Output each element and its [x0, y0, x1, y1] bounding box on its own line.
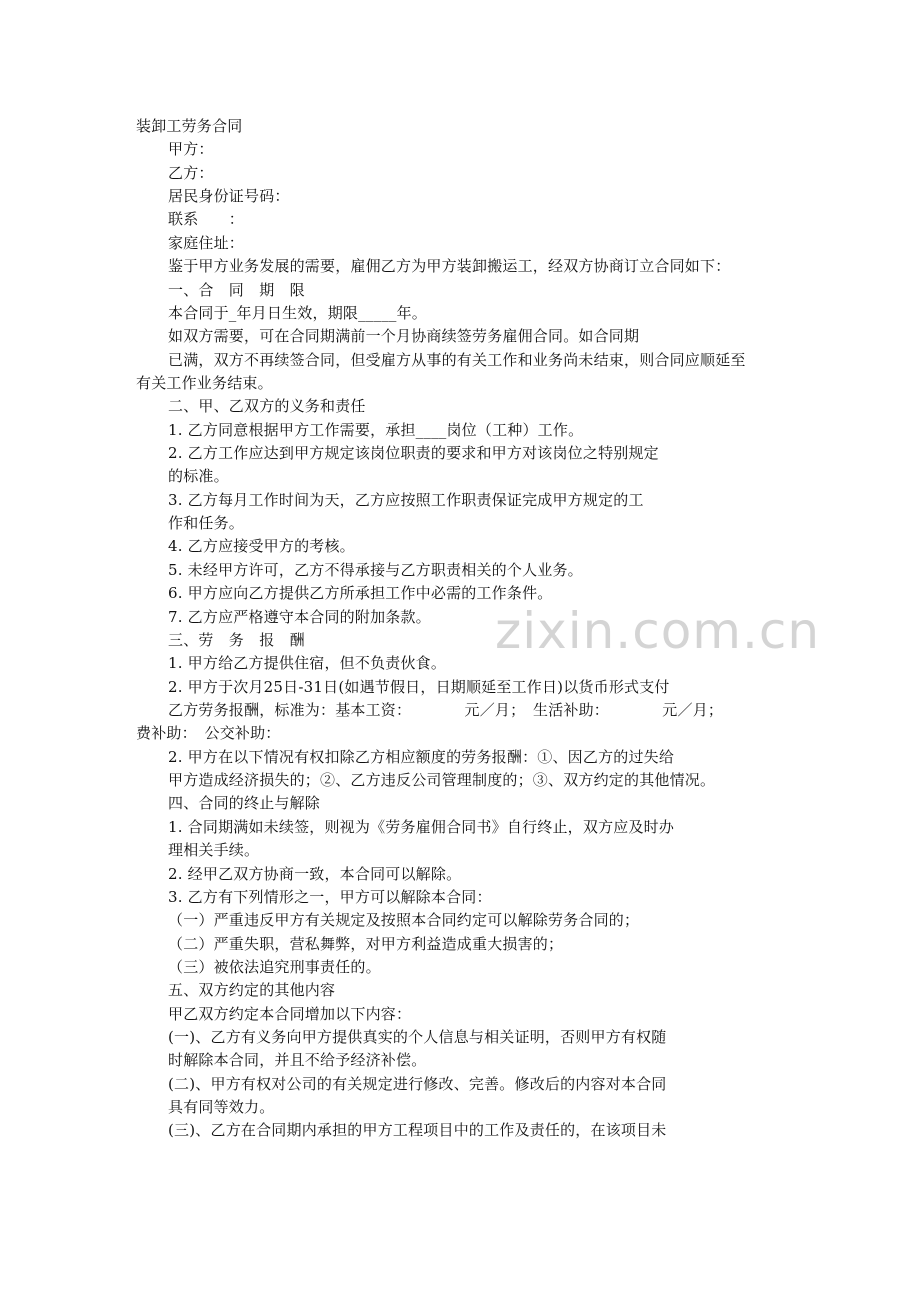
text-line: 甲乙双方约定本合同增加以下内容：	[168, 1005, 412, 1023]
text-line: 具有同等效力。	[168, 1098, 275, 1116]
text-line: 2. 经甲乙双方协商一致，本合同可以解除。	[168, 865, 462, 883]
text-line: 2. 甲方在以下情况有权扣除乙方相应额度的劳务报酬：①、因乙方的过失给	[168, 748, 675, 766]
text-line: 理相关手续。	[168, 841, 260, 859]
text-line: 甲方：	[168, 140, 214, 158]
text-line: 2. 乙方工作应达到甲方规定该岗位职责的要求和甲方对该岗位之特别规定	[168, 444, 659, 462]
text-line: 乙方：	[168, 164, 214, 182]
text-line: 家庭住址：	[168, 234, 245, 252]
text-line: 如双方需要，可在合同期满前一个月协商续签劳务雇佣合同。如合同期	[168, 327, 640, 345]
text-line: 1. 甲方给乙方提供住宿，但不负责伙食。	[168, 654, 447, 672]
text-line: （二）严重失职，营私舞弊，对甲方利益造成重大损害的；	[168, 935, 564, 953]
text-line: 1. 合同期满如未续签，则视为《劳务雇佣合同书》自行终止，双方应及时办	[168, 818, 675, 836]
text-line: （三）被依法追究刑事责任的。	[168, 958, 381, 976]
text-line: 已满，双方不再续签合同，但受雇方从事的有关工作和业务尚未结束，则合同应顺延至	[168, 351, 746, 369]
text-line: 作和任务。	[168, 514, 245, 532]
text-line: （一）严重违反甲方有关规定及按照本合同约定可以解除劳务合同的；	[168, 911, 640, 929]
text-line: 居民身份证号码：	[168, 187, 290, 205]
text-line: 4. 乙方应接受甲方的考核。	[168, 537, 355, 555]
text-line: 本合同于_年月日生效，期限_____年。	[168, 304, 428, 322]
text-line: 鉴于甲方业务发展的需要，雇佣乙方为甲方装卸搬运工，经双方协商订立合同如下：	[168, 257, 731, 275]
document-title: 装卸工劳务合同	[136, 117, 243, 135]
text-line: (一)、乙方有义务向甲方提供真实的个人信息与相关证明，否则甲方有权随	[168, 1028, 667, 1046]
text-line: 五、双方约定的其他内容	[168, 981, 336, 999]
text-line: 四、合同的终止与解除	[168, 794, 321, 812]
text-line: (三)、乙方在合同期内承担的甲方工程项目中的工作及责任的，在该项目未	[168, 1121, 667, 1139]
text-line: 的标准。	[168, 467, 229, 485]
text-line: 5. 未经甲方许可，乙方不得承接与乙方职责相关的个人业务。	[168, 561, 583, 579]
text-line: 费补助： 公交补助：	[136, 724, 281, 742]
text-line: 7. 乙方应严格遵守本合同的附加条款。	[168, 608, 431, 626]
text-line: 一、合 同 期 限	[168, 281, 305, 299]
watermark: zixin.com.cn	[495, 602, 821, 660]
text-line: 联系 ：	[168, 210, 245, 228]
text-line: 甲方造成经济损失的；②、乙方违反公司管理制度的；③、双方约定的其他情况。	[168, 771, 716, 789]
text-line: 乙方劳务报酬，标准为：基本工资： 元／月； 生活补助： 元／月；	[168, 701, 724, 719]
text-line: 时解除本合同，并且不给予经济补偿。	[168, 1051, 427, 1069]
text-line: 3. 乙方每月工作时间为天，乙方应按照工作职责保证完成甲方规定的工	[168, 491, 644, 509]
text-line: 6. 甲方应向乙方提供乙方所承担工作中必需的工作条件。	[168, 584, 553, 602]
text-line: 二、甲、乙双方的义务和责任	[168, 397, 366, 415]
text-line: 3. 乙方有下列情形之一，甲方可以解除本合同：	[168, 888, 492, 906]
text-line: 有关工作业务结束。	[136, 374, 273, 392]
text-line: (二)、甲方有权对公司的有关规定进行修改、完善。修改后的内容对本合同	[168, 1075, 667, 1093]
text-line: 三、劳 务 报 酬	[168, 631, 305, 649]
text-line: 2. 甲方于次月25日-31日(如遇节假日，日期顺延至工作日)以货币形式支付	[168, 678, 670, 696]
text-line: 1. 乙方同意根据甲方工作需要，承担____岗位（工种）工作。	[168, 421, 584, 439]
